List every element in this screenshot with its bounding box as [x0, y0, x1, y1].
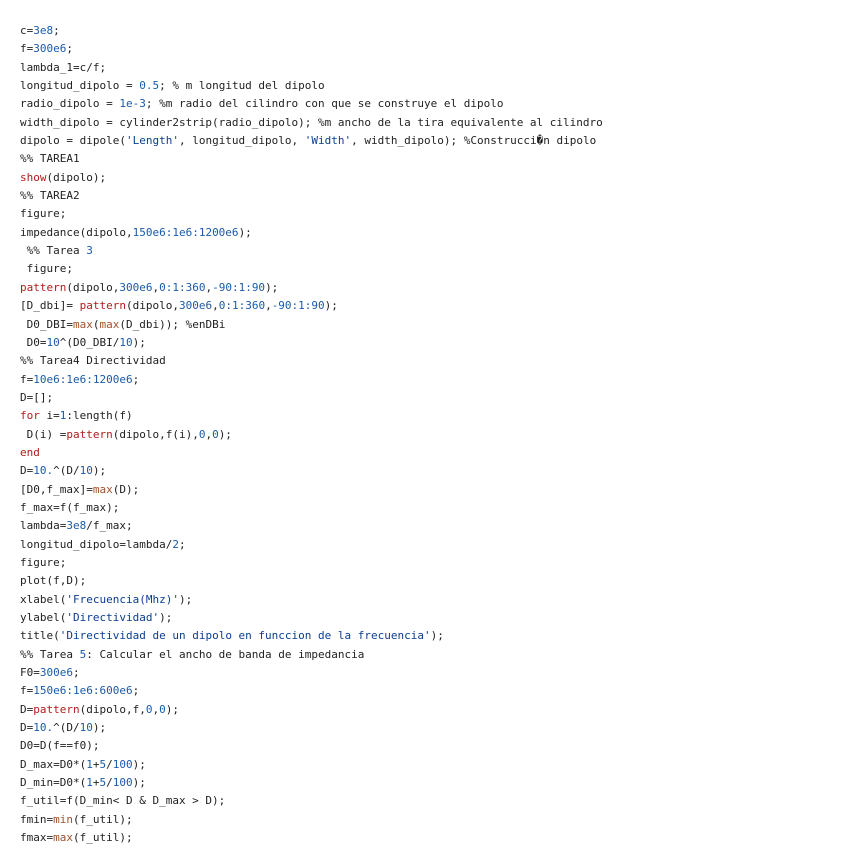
code-text: (dipolo);: [46, 170, 107, 184]
code-text: D=[];: [20, 390, 54, 404]
code-number: 0:1:360: [218, 299, 266, 313]
code-text: (D_dbi)); %enDBi: [119, 317, 226, 331]
code-text: figure;: [20, 262, 73, 276]
code-line[interactable]: [20, 481, 603, 499]
code-number: 0: [145, 702, 153, 716]
code-text: ;: [132, 684, 140, 698]
code-number: 0: [159, 702, 166, 716]
code-text: );: [92, 721, 107, 735]
code-keyword: for: [20, 409, 40, 423]
code-line[interactable]: [20, 811, 603, 829]
code-number: 2: [172, 537, 179, 551]
code-line[interactable]: [20, 426, 603, 444]
code-text: (f_util);: [73, 812, 133, 826]
code-line[interactable]: [20, 297, 603, 315]
code-string: 'Frecuencia(Mhz)': [66, 592, 179, 606]
code-text: f_max=f(f_max);: [20, 500, 120, 514]
code-text: fmin=: [20, 812, 54, 826]
code-text: ^(D/: [53, 721, 80, 735]
code-text: D=: [20, 721, 34, 735]
code-text: );: [238, 225, 252, 239]
code-keyword: pattern: [66, 427, 113, 441]
code-line[interactable]: [20, 719, 603, 737]
code-line[interactable]: [20, 205, 603, 223]
code-line[interactable]: [20, 517, 603, 535]
code-text: ^(D/: [53, 464, 80, 478]
code-line[interactable]: [20, 114, 603, 132]
code-builtin: max: [92, 482, 113, 496]
code-line[interactable]: [20, 499, 603, 517]
code-text: );: [132, 776, 146, 790]
code-text: width_dipolo = cylinder2strip(radio_dipolo); %m ancho de la tira equivalente al cilindro: [20, 115, 603, 129]
code-number: 5: [79, 647, 87, 661]
code-text: (: [92, 317, 100, 331]
code-number: 10.: [33, 721, 54, 735]
code-line[interactable]: [20, 536, 603, 554]
code-text: );: [132, 757, 146, 771]
code-text: (dipolo,: [125, 299, 179, 313]
code-text: );: [218, 427, 232, 441]
code-text: +: [92, 757, 100, 771]
code-line[interactable]: [20, 316, 603, 334]
code-number: 1: [86, 757, 93, 771]
code-number: 10: [119, 335, 133, 349]
code-number: 10: [79, 721, 93, 735]
code-text: ,: [152, 280, 160, 294]
code-builtin: max: [53, 831, 73, 845]
code-number: 1: [86, 776, 93, 790]
code-text: f=: [20, 372, 34, 386]
code-number: -90:1:90: [212, 280, 266, 294]
code-number: 3e8: [66, 519, 87, 533]
code-text: , width_dipolo); %Construcci�n dipolo: [351, 134, 597, 148]
code-text: D_min=D0*(: [20, 776, 87, 790]
code-text: lambda_1=c/f;: [20, 60, 107, 74]
code-line[interactable]: [20, 187, 603, 205]
code-text: D0=: [20, 335, 47, 349]
code-text: ,: [265, 299, 272, 313]
code-line[interactable]: [20, 737, 603, 755]
code-text: (f_util);: [73, 831, 133, 845]
code-line[interactable]: [20, 627, 603, 645]
code-text: F0=: [20, 666, 40, 680]
code-number: 5: [99, 757, 107, 771]
code-text: D=: [20, 702, 34, 716]
code-line[interactable]: [20, 407, 603, 425]
code-text: ;: [73, 666, 80, 680]
code-line[interactable]: [20, 609, 603, 627]
code-text: ,: [205, 280, 213, 294]
code-text: impedance(dipolo,: [20, 225, 133, 239]
code-text: i=: [39, 409, 60, 423]
code-text: /: [106, 757, 113, 771]
code-text: %% Tarea: [20, 647, 80, 661]
code-number: 300e6: [178, 299, 213, 313]
code-keyword: pattern: [20, 280, 67, 294]
code-number: 0: [198, 427, 206, 441]
code-text: );: [165, 702, 179, 716]
code-text: [D0,f_max]=: [20, 482, 93, 496]
code-text: ;: [178, 537, 186, 551]
code-builtin: max: [99, 317, 120, 331]
code-line[interactable]: [20, 279, 603, 297]
code-line[interactable]: [20, 59, 603, 77]
code-line[interactable]: [20, 444, 603, 462]
code-text: :length(f): [66, 409, 133, 423]
code-number: 0:1:360: [159, 280, 206, 294]
code-text: ylabel(: [20, 611, 67, 624]
code-line[interactable]: [20, 132, 603, 150]
code-text: ,: [205, 427, 213, 441]
code-number: 150e6:1e6:600e6: [33, 684, 133, 698]
code-text: );: [132, 335, 146, 349]
code-text: ; % m longitud del dipolo: [159, 79, 325, 93]
code-line[interactable]: [20, 829, 603, 847]
code-line[interactable]: [20, 701, 603, 719]
code-text: (dipolo,f,: [79, 702, 146, 716]
code-text: f=: [20, 42, 34, 56]
code-line[interactable]: [20, 792, 603, 810]
code-text: );: [265, 280, 279, 294]
code-number: 3e8: [33, 24, 54, 37]
code-number: 10: [79, 464, 93, 478]
code-keyword: pattern: [79, 299, 126, 313]
code-number: 1: [59, 409, 67, 423]
code-text: figure;: [20, 555, 67, 569]
code-text: dipolo = dipole(: [20, 134, 126, 148]
code-text: title(: [20, 629, 60, 643]
code-number: 0: [212, 427, 219, 441]
code-text: longitud_dipolo=lambda/: [20, 537, 173, 551]
code-number: 10e6:1e6:1200e6: [33, 372, 133, 386]
code-number: 10: [46, 335, 60, 349]
code-line[interactable]: [20, 352, 603, 370]
code-number: 100: [112, 776, 133, 790]
code-line[interactable]: [20, 169, 603, 187]
code-number: 300e6: [119, 280, 153, 294]
code-line[interactable]: [20, 664, 603, 682]
code-text: D(i) =: [20, 427, 67, 441]
code-string: 'Length': [125, 134, 179, 148]
code-text: );: [324, 299, 338, 313]
code-line[interactable]: [20, 572, 603, 590]
code-text: %% TAREA2: [20, 189, 80, 203]
code-text: %% Tarea4 Directividad: [20, 354, 166, 368]
code-text: xlabel(: [20, 592, 67, 606]
code-number: 300e6: [33, 42, 67, 56]
code-line[interactable]: [20, 682, 603, 700]
code-builtin: max: [72, 317, 93, 331]
code-text: ,: [152, 702, 160, 716]
code-text: ;: [53, 24, 60, 37]
code-text: radio_dipolo =: [20, 97, 120, 111]
code-text: );: [430, 629, 444, 643]
code-number: 1e-3: [119, 97, 146, 111]
code-line[interactable]: [20, 389, 603, 407]
code-text: (D);: [112, 482, 140, 496]
code-number: 150e6:1e6:1200e6: [132, 225, 239, 239]
code-line[interactable]: [20, 260, 603, 278]
code-line[interactable]: [20, 242, 603, 260]
code-string: 'Directividad': [66, 611, 160, 624]
code-number: 300e6: [39, 666, 73, 680]
code-text: D0_DBI=: [20, 317, 73, 331]
code-line[interactable]: [20, 22, 603, 40]
code-line[interactable]: [20, 591, 603, 609]
code-text: D=: [20, 464, 34, 478]
code-text: ;: [66, 42, 73, 56]
code-line[interactable]: [20, 774, 603, 792]
code-text: %% Tarea: [20, 244, 87, 258]
code-text: );: [92, 464, 107, 478]
code-text: f=: [20, 684, 34, 698]
code-text: /f_max;: [86, 519, 133, 533]
code-keyword: show: [20, 170, 47, 184]
code-text: /: [106, 776, 113, 790]
code-line[interactable]: [20, 40, 603, 58]
code-keyword: pattern: [33, 702, 80, 716]
code-keyword: end: [20, 445, 40, 459]
code-number: 100: [112, 757, 133, 771]
code-text: f_util=f(D_min< D & D_max > D);: [20, 794, 226, 808]
code-number: 10.: [33, 464, 54, 478]
code-text: );: [159, 611, 173, 624]
code-text: D0=D(f==f0);: [20, 739, 100, 753]
code-line[interactable]: [20, 77, 603, 95]
code-text: fmax=: [20, 831, 54, 845]
code-line[interactable]: [20, 224, 603, 242]
code-line[interactable]: [20, 334, 603, 352]
code-text: plot(f,D);: [20, 574, 87, 588]
code-text: (dipolo,f(i),: [112, 427, 199, 441]
code-text: : Calcular el ancho de banda de impedancia: [86, 647, 365, 661]
code-number: -90:1:90: [271, 299, 325, 313]
code-text: +: [92, 776, 100, 790]
code-text: c=: [20, 24, 34, 37]
code-line[interactable]: [20, 150, 603, 168]
code-line[interactable]: [20, 95, 603, 113]
code-line[interactable]: [20, 554, 603, 572]
code-listing[interactable]: [20, 22, 603, 847]
code-string: 'Width': [304, 134, 352, 148]
code-line[interactable]: [20, 462, 603, 480]
code-number: 5: [99, 776, 107, 790]
code-line[interactable]: [20, 756, 603, 774]
code-text: figure;: [20, 207, 67, 221]
code-string: 'Directividad de un dipolo en funccion de la frecuencia': [59, 629, 431, 643]
code-number: 3: [86, 244, 93, 258]
code-text: longitud_dipolo =: [20, 79, 140, 93]
code-text: lambda=: [20, 519, 67, 533]
code-number: 0.5: [139, 79, 160, 93]
code-builtin: min: [53, 812, 73, 826]
code-text: ^(D0_DBI/: [59, 335, 120, 349]
code-text: ,: [212, 299, 219, 313]
code-line[interactable]: [20, 371, 603, 389]
code-line[interactable]: [20, 646, 603, 664]
code-text: ; %m radio del cilindro con que se construye el dipolo: [145, 97, 504, 111]
code-text: ;: [132, 372, 140, 386]
code-text: %% TAREA1: [20, 152, 80, 166]
code-text: );: [178, 592, 193, 606]
code-text: [D_dbi]=: [20, 299, 80, 313]
code-text: (dipolo,: [66, 280, 120, 294]
code-text: D_max=D0*(: [20, 757, 87, 771]
code-text: , longitud_dipolo,: [178, 134, 305, 148]
